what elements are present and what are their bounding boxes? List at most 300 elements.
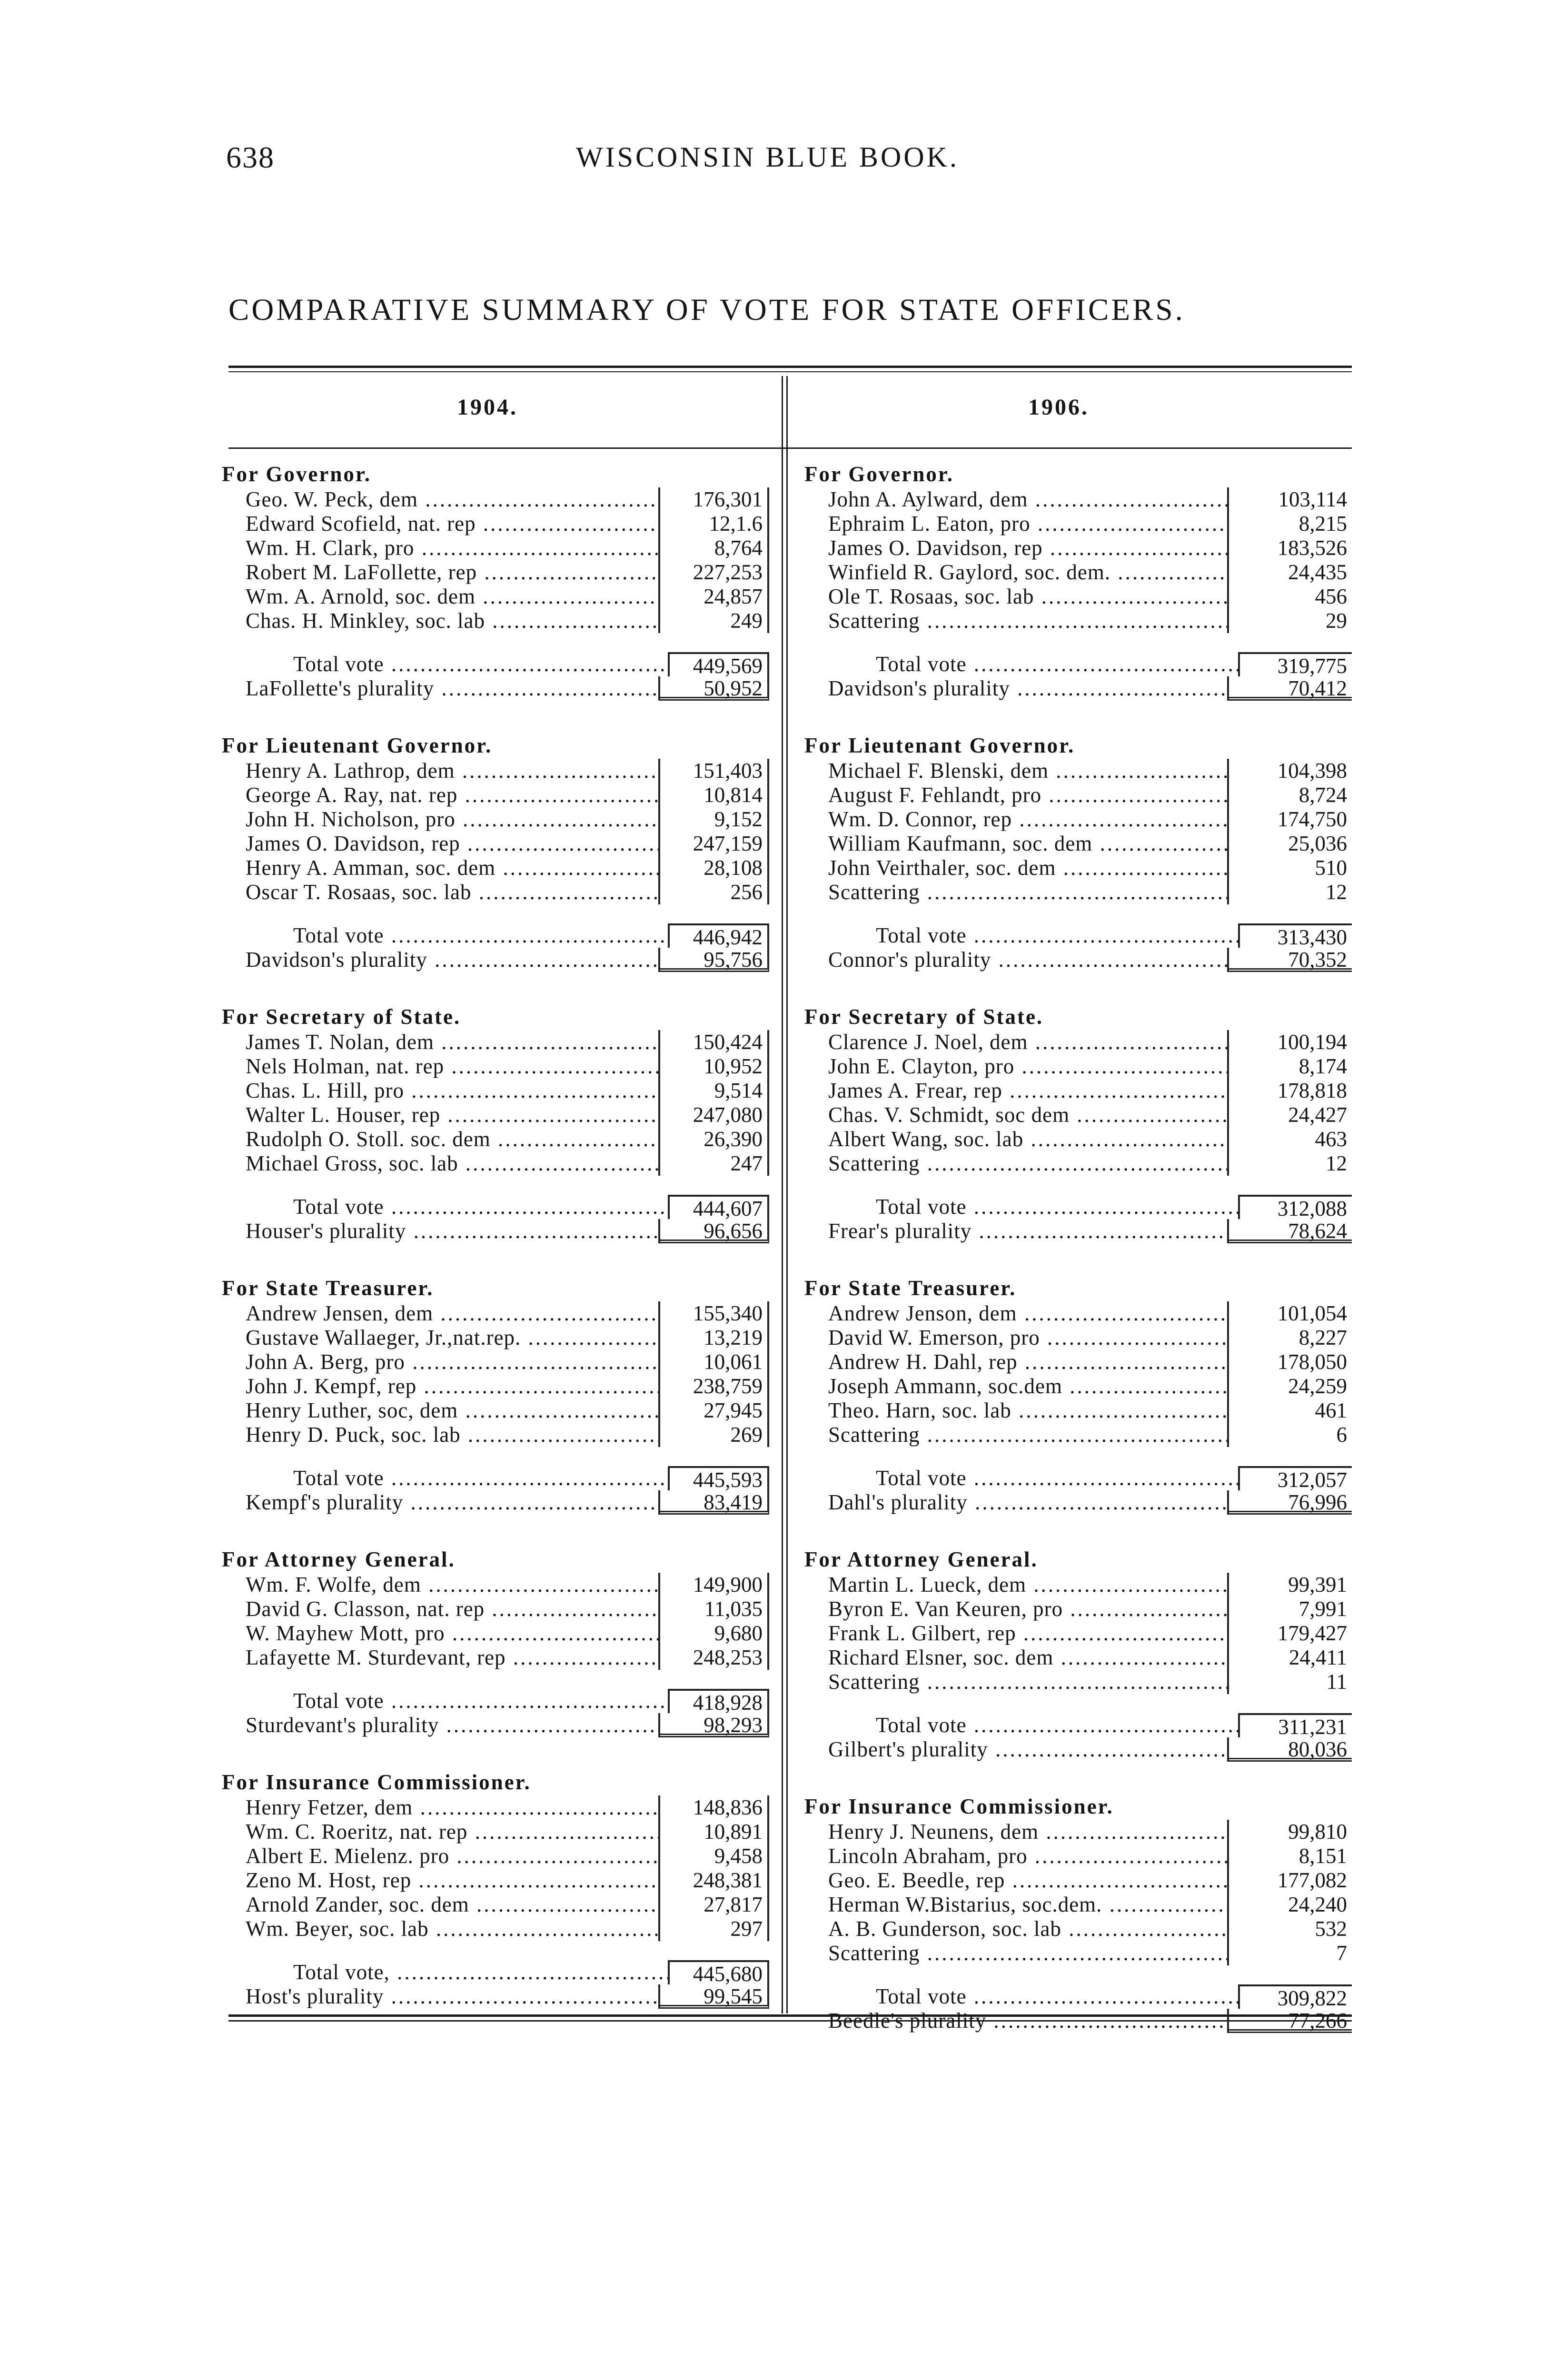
candidate-votes: 247: [660, 1151, 769, 1176]
candidate-votes: 100,194: [1277, 1030, 1347, 1054]
candidate-name: Nels Holman, nat. rep .....: [222, 1054, 660, 1079]
table-row: [804, 609, 1352, 633]
candidate-name: Andrew H. Dahl, rep .....: [804, 1350, 1229, 1374]
table-row: [804, 1326, 1352, 1350]
office-heading: For Attorney General.: [222, 1547, 456, 1571]
candidate-votes: 176,301: [660, 487, 769, 512]
candidate-votes: 12: [1326, 1151, 1347, 1175]
candidate-votes: 149,900: [660, 1573, 769, 1597]
plurality-value: 70,352: [1229, 948, 1352, 972]
table-row: [804, 1737, 1352, 1762]
table-row: [222, 1466, 769, 1490]
office-block: [804, 1546, 1352, 1793]
table-row: [804, 1868, 1352, 1893]
candidate-name: John J. Kempf, rep .....: [222, 1374, 660, 1398]
total-vote-value: 444,607: [670, 1195, 769, 1219]
table-row: [804, 1151, 1352, 1176]
candidate-name: Martin L. Lueck, dem .....: [804, 1573, 1229, 1597]
total-vote-label: Total vote .....: [222, 652, 670, 676]
table-row: [222, 1960, 769, 1984]
table-row: [804, 1054, 1352, 1079]
table-row: [804, 948, 1352, 972]
table-row: [804, 1301, 1352, 1326]
candidate-name: Henry A. Amman, soc. dem .....: [222, 856, 660, 880]
candidate-votes: 101,054: [1277, 1301, 1347, 1325]
table-row: [222, 856, 769, 880]
table-row: [222, 1795, 769, 1820]
table-row: [222, 1689, 769, 1713]
total-vote-value: 312,088: [1240, 1195, 1352, 1219]
table-row: [222, 1423, 769, 1447]
candidate-name: John A. Berg, pro .....: [222, 1350, 660, 1374]
candidate-name: Henry A. Lathrop, dem .....: [222, 759, 660, 783]
candidate-votes: 8,151: [1298, 1844, 1347, 1868]
table-row: [222, 1195, 769, 1219]
table-row: [804, 1984, 1352, 2009]
table-row: [222, 1917, 769, 1941]
total-vote-value: 445,593: [670, 1466, 769, 1490]
candidate-votes: 11,035: [660, 1597, 769, 1621]
candidate-votes: 247,159: [660, 832, 769, 856]
candidate-votes: 10,891: [660, 1820, 769, 1844]
total-vote-label: Total vote .....: [804, 923, 1240, 948]
candidate-name: Arnold Zander, soc. dem .....: [222, 1893, 660, 1917]
plurality-label: Dahl's plurality .....: [804, 1490, 1229, 1515]
candidate-name: Robert M. LaFollette, rep .....: [222, 560, 660, 585]
candidate-votes: 461: [1315, 1398, 1347, 1422]
candidate-votes: 8,764: [660, 536, 769, 560]
office-heading: For Insurance Commissioner.: [222, 1770, 531, 1794]
plurality-value: 98,293: [660, 1713, 769, 1737]
table-row: [804, 1490, 1352, 1515]
office-heading: For Insurance Commissioner.: [804, 1795, 1114, 1818]
candidate-votes: 179,427: [1277, 1621, 1347, 1645]
table-row: [222, 1350, 769, 1374]
candidate-name: John H. Nicholson, pro .....: [222, 807, 660, 832]
office-block: [222, 1275, 769, 1546]
candidate-votes: 9,514: [660, 1079, 769, 1103]
candidate-name: Ole T. Rosaas, soc. lab .....: [804, 585, 1229, 609]
plurality-label: Host's plurality .....: [222, 1984, 660, 2009]
table-row: [804, 676, 1352, 701]
candidate-votes: 24,427: [1288, 1103, 1347, 1127]
candidate-votes: 248,253: [660, 1646, 769, 1670]
table-row: [804, 856, 1352, 880]
candidate-name: Ephraim L. Eaton, pro .....: [804, 512, 1229, 536]
table-top-rule: [228, 366, 1352, 368]
total-vote-value: 449,569: [670, 652, 769, 676]
candidate-name: Lincoln Abraham, pro .....: [804, 1844, 1229, 1868]
candidate-votes: 7,991: [1298, 1597, 1347, 1621]
candidate-name: John Veirthaler, soc. dem .....: [804, 856, 1229, 880]
table-row: [804, 832, 1352, 856]
column-divider: [782, 376, 783, 2013]
office-heading: For Lieutenant Governor.: [804, 734, 1075, 757]
candidate-votes: 297: [660, 1917, 769, 1941]
candidate-votes: 27,817: [660, 1893, 769, 1917]
plurality-label: Davidson's plurality .....: [804, 676, 1229, 701]
candidate-name: Richard Elsner, soc. dem .....: [804, 1646, 1229, 1670]
table-row: [222, 1490, 769, 1515]
candidate-votes: 178,050: [1277, 1350, 1347, 1374]
plurality-label: Connor's plurality .....: [804, 948, 1229, 972]
candidate-votes: 104,398: [1277, 759, 1347, 783]
candidate-votes: 26,390: [660, 1127, 769, 1151]
table-row: [804, 1079, 1352, 1103]
office-block: [222, 1546, 769, 1769]
table-row: [222, 536, 769, 560]
candidate-votes: 9,680: [660, 1621, 769, 1646]
candidate-votes: 7: [1336, 1941, 1347, 1965]
table-row: [804, 1030, 1352, 1054]
candidate-votes: 8,215: [1298, 512, 1347, 536]
candidate-name: Walter L. Houser, rep .....: [222, 1103, 660, 1127]
candidate-votes: 24,435: [1288, 560, 1347, 584]
candidate-name: Wm. H. Clark, pro .....: [222, 536, 660, 560]
header-separator-rule: [228, 447, 1352, 449]
candidate-name: Wm. C. Roeritz, nat. rep .....: [222, 1820, 660, 1844]
table-row: [804, 560, 1352, 585]
year-heading-1906: 1906.: [1028, 395, 1089, 420]
running-head: WISCONSIN BLUE BOOK.: [576, 141, 959, 173]
candidate-name: W. Mayhew Mott, pro .....: [222, 1621, 660, 1646]
table-row: [222, 759, 769, 783]
table-row: [804, 1423, 1352, 1447]
candidate-name: Geo. W. Peck, dem .....: [222, 487, 660, 512]
candidate-votes: 11: [1326, 1670, 1347, 1694]
table-row: [804, 1917, 1352, 1941]
candidate-votes: 24,857: [660, 585, 769, 609]
page-title: COMPARATIVE SUMMARY OF VOTE FOR STATE OFFICERS.: [228, 293, 1185, 327]
candidate-name: Albert E. Mielenz. pro .....: [222, 1844, 660, 1868]
table-row: [804, 487, 1352, 512]
candidate-votes: 532: [1315, 1917, 1347, 1941]
total-vote-value: 445,680: [670, 1960, 769, 1984]
candidate-name: Rudolph O. Stoll. soc. dem .....: [222, 1127, 660, 1151]
table-row: [222, 1301, 769, 1326]
candidate-name: Scattering .....: [804, 1941, 1229, 1965]
plurality-label: Sturdevant's plurality .....: [222, 1713, 660, 1737]
candidate-votes: 8,227: [1298, 1326, 1347, 1349]
plurality-label: Beedle's plurality .....: [804, 2009, 1229, 2033]
plurality-value: 99,545: [660, 1984, 769, 2009]
candidate-name: Byron E. Van Keuren, pro .....: [804, 1597, 1229, 1621]
candidate-votes: 178,818: [1277, 1079, 1347, 1102]
candidate-votes: 28,108: [660, 856, 769, 880]
table-row: [804, 1844, 1352, 1868]
office-block: [804, 1793, 1352, 2064]
candidate-name: John E. Clayton, pro .....: [804, 1054, 1229, 1079]
candidate-name: Gustave Wallaeger, Jr.,nat.rep. .....: [222, 1326, 660, 1350]
candidate-name: Scattering .....: [804, 1423, 1229, 1447]
table-row: [804, 652, 1352, 676]
table-row: [804, 536, 1352, 560]
office-heading: For Governor.: [222, 462, 371, 486]
candidate-votes: 24,259: [1288, 1374, 1347, 1398]
candidate-votes: 29: [1326, 609, 1347, 633]
candidate-votes: 13,219: [660, 1326, 769, 1350]
table-row: [804, 1713, 1352, 1737]
candidate-votes: 463: [1315, 1127, 1347, 1151]
candidate-votes: 177,082: [1277, 1868, 1347, 1892]
table-row: [804, 783, 1352, 807]
candidate-votes: 249: [660, 609, 769, 633]
plurality-value: 76,996: [1229, 1490, 1352, 1515]
candidate-name: John A. Aylward, dem .....: [804, 487, 1229, 512]
table-row: [222, 560, 769, 585]
total-vote-value: 418,928: [670, 1689, 769, 1713]
candidate-name: Zeno M. Host, rep .....: [222, 1868, 660, 1893]
candidate-votes: 9,152: [660, 807, 769, 832]
table-row: [804, 1127, 1352, 1151]
candidate-name: Henry D. Puck, soc. lab .....: [222, 1423, 660, 1447]
table-row: [222, 652, 769, 676]
candidate-name: James O. Davidson, rep .....: [804, 536, 1229, 560]
candidate-name: James O. Davidson, rep .....: [222, 832, 660, 856]
candidate-name: Scattering .....: [804, 1151, 1229, 1176]
candidate-name: Herman W.Bistarius, soc.dem. .....: [804, 1893, 1229, 1917]
table-row: [804, 880, 1352, 904]
candidate-name: Scattering .....: [804, 609, 1229, 633]
candidate-name: Lafayette M. Sturdevant, rep .....: [222, 1646, 660, 1670]
plurality-value: 96,656: [660, 1219, 769, 1243]
candidate-name: Scattering .....: [804, 880, 1229, 904]
table-row: [222, 1326, 769, 1350]
candidate-votes: 10,952: [660, 1054, 769, 1079]
candidate-name: Edward Scofield, nat. rep .....: [222, 512, 660, 536]
candidate-votes: 247,080: [660, 1103, 769, 1127]
table-row: [222, 1030, 769, 1054]
table-row: [222, 1127, 769, 1151]
table-row: [222, 1713, 769, 1737]
total-vote-value: 309,822: [1240, 1984, 1352, 2009]
table-row: [804, 1621, 1352, 1646]
candidate-name: Wm. F. Wolfe, dem .....: [222, 1573, 660, 1597]
office-heading: For Secretary of State.: [804, 1005, 1044, 1029]
total-vote-value: 319,775: [1240, 652, 1352, 676]
plurality-value: 77,266: [1229, 2009, 1352, 2033]
candidate-votes: 10,061: [660, 1350, 769, 1374]
table-row: [222, 880, 769, 904]
plurality-value: 80,036: [1229, 1737, 1352, 1762]
table-row: [222, 948, 769, 972]
total-vote-label: Total vote .....: [804, 652, 1240, 676]
table-row: [222, 832, 769, 856]
table-row: [222, 1646, 769, 1670]
plurality-value: 95,756: [660, 948, 769, 972]
candidate-name: Wm. Beyer, soc. lab .....: [222, 1917, 660, 1941]
plurality-value: 70,412: [1229, 676, 1352, 701]
total-vote-value: 312,057: [1240, 1466, 1352, 1490]
table-row: [804, 2009, 1352, 2033]
total-vote-label: Total vote .....: [804, 1195, 1240, 1219]
table-row: [804, 1820, 1352, 1844]
candidate-name: Albert Wang, soc. lab .....: [804, 1127, 1229, 1151]
table-top-rule-thin: [228, 371, 1352, 372]
office-block: [222, 1769, 769, 2040]
office-block: [804, 1275, 1352, 1546]
candidate-votes: 12: [1326, 880, 1347, 904]
candidate-name: Henry Luther, soc, dem .....: [222, 1398, 660, 1423]
plurality-label: Kempf's plurality .....: [222, 1490, 660, 1515]
candidate-votes: 9,458: [660, 1844, 769, 1868]
table-row: [222, 1054, 769, 1079]
candidate-name: Winfield R. Gaylord, soc. dem. .....: [804, 560, 1229, 585]
candidate-votes: 6: [1336, 1423, 1347, 1447]
candidate-name: Joseph Ammann, soc.dem .....: [804, 1374, 1229, 1398]
column-divider-2: [786, 376, 788, 2013]
table-row: [804, 1195, 1352, 1219]
office-heading: For Attorney General.: [804, 1547, 1038, 1571]
table-row: [222, 1844, 769, 1868]
table-row: [222, 1893, 769, 1917]
total-vote-label: Total vote .....: [222, 1466, 670, 1490]
table-row: [222, 1374, 769, 1398]
candidate-votes: 174,750: [1277, 807, 1347, 831]
column-1906: [804, 461, 1352, 2064]
office-heading: For Governor.: [804, 462, 954, 486]
office-block: [222, 461, 769, 732]
candidate-votes: 148,836: [660, 1795, 769, 1820]
candidate-votes: 10,814: [660, 783, 769, 807]
plurality-label: Davidson's plurality .....: [222, 948, 660, 972]
column-1904: [222, 461, 769, 2040]
candidate-votes: 103,114: [1278, 487, 1347, 511]
table-row: [804, 585, 1352, 609]
table-row: [804, 1219, 1352, 1243]
office-block: [804, 732, 1352, 1003]
table-row: [222, 1079, 769, 1103]
table-row: [804, 1573, 1352, 1597]
candidate-votes: 510: [1315, 856, 1347, 880]
office-heading: For Lieutenant Governor.: [222, 734, 493, 757]
total-vote-label: Total vote .....: [222, 923, 670, 948]
plurality-label: Houser's plurality .....: [222, 1219, 660, 1243]
candidate-votes: 248,381: [660, 1868, 769, 1893]
candidate-votes: 256: [660, 880, 769, 904]
table-row: [222, 923, 769, 948]
candidate-name: David G. Classon, nat. rep .....: [222, 1597, 660, 1621]
table-row: [222, 1984, 769, 2009]
table-row: [222, 676, 769, 701]
table-row: [222, 1597, 769, 1621]
candidate-name: Chas. H. Minkley, soc. lab .....: [222, 609, 660, 633]
table-row: [222, 487, 769, 512]
table-row: [222, 585, 769, 609]
candidate-name: Chas. V. Schmidt, soc dem .....: [804, 1103, 1229, 1127]
table-row: [222, 1621, 769, 1646]
total-vote-label: Total vote .....: [804, 1984, 1240, 2009]
page-number: 638: [226, 140, 275, 174]
table-row: [222, 1151, 769, 1176]
candidate-name: Frank L. Gilbert, rep .....: [804, 1621, 1229, 1646]
candidate-name: Michael F. Blenski, dem .....: [804, 759, 1229, 783]
total-vote-value: 446,942: [670, 923, 769, 948]
total-vote-value: 313,430: [1240, 923, 1352, 948]
table-row: [222, 1868, 769, 1893]
candidate-votes: 150,424: [660, 1030, 769, 1054]
candidate-votes: 25,036: [1288, 832, 1347, 855]
candidate-votes: 24,411: [1288, 1646, 1347, 1669]
candidate-votes: 99,810: [1288, 1820, 1347, 1844]
table-row: [804, 1466, 1352, 1490]
year-heading-1904: 1904.: [457, 395, 518, 420]
table-row: [804, 1350, 1352, 1374]
table-row: [222, 1398, 769, 1423]
candidate-name: Geo. E. Beedle, rep .....: [804, 1868, 1229, 1893]
candidate-name: August F. Fehlandt, pro .....: [804, 783, 1229, 807]
total-vote-value: 311,231: [1240, 1713, 1352, 1737]
total-vote-label: Total vote .....: [804, 1466, 1240, 1490]
candidate-votes: 183,526: [1277, 536, 1347, 560]
table-row: [804, 759, 1352, 783]
candidate-name: A. B. Gunderson, soc. lab .....: [804, 1917, 1229, 1941]
table-row: [222, 807, 769, 832]
total-vote-label: Total vote .....: [222, 1689, 670, 1713]
candidate-name: David W. Emerson, pro .....: [804, 1326, 1229, 1350]
candidate-votes: 456: [1315, 585, 1347, 608]
plurality-value: 50,952: [660, 676, 769, 701]
plurality-label: LaFollette's plurality .....: [222, 676, 660, 701]
candidate-votes: 99,391: [1288, 1573, 1347, 1597]
candidate-name: Clarence J. Noel, dem .....: [804, 1030, 1229, 1054]
table-row: [222, 1103, 769, 1127]
candidate-votes: 24,240: [1288, 1893, 1347, 1916]
plurality-value: 78,624: [1229, 1219, 1352, 1243]
candidate-name: James T. Nolan, dem .....: [222, 1030, 660, 1054]
table-row: [804, 512, 1352, 536]
candidate-name: Henry J. Neunens, dem .....: [804, 1820, 1229, 1844]
candidate-votes: 8,724: [1298, 783, 1347, 807]
plurality-label: Gilbert's plurality .....: [804, 1737, 1229, 1762]
candidate-name: William Kaufmann, soc. dem .....: [804, 832, 1229, 856]
candidate-votes: 8,174: [1298, 1054, 1347, 1078]
table-row: [222, 609, 769, 633]
table-row: [222, 1219, 769, 1243]
table-row: [804, 1374, 1352, 1398]
candidate-votes: 227,253: [660, 560, 769, 585]
table-row: [222, 1573, 769, 1597]
candidate-name: George A. Ray, nat. rep .....: [222, 783, 660, 807]
candidate-name: Theo. Harn, soc. lab .....: [804, 1398, 1229, 1423]
candidate-name: Wm. A. Arnold, soc. dem .....: [222, 585, 660, 609]
candidate-votes: 12,1.6: [660, 512, 769, 536]
table-row: [804, 1103, 1352, 1127]
candidate-name: Henry Fetzer, dem .....: [222, 1795, 660, 1820]
candidate-name: Oscar T. Rosaas, soc. lab .....: [222, 880, 660, 904]
candidate-name: Scattering .....: [804, 1670, 1229, 1694]
table-row: [222, 512, 769, 536]
table-row: [222, 1820, 769, 1844]
plurality-value: 83,419: [660, 1490, 769, 1515]
candidate-votes: 27,945: [660, 1398, 769, 1423]
table-row: [804, 1670, 1352, 1694]
candidate-name: Michael Gross, soc. lab .....: [222, 1151, 660, 1176]
candidate-name: Andrew Jenson, dem .....: [804, 1301, 1229, 1326]
candidate-name: Wm. D. Connor, rep .....: [804, 807, 1229, 832]
table-row: [222, 783, 769, 807]
office-block: [804, 1003, 1352, 1275]
candidate-name: James A. Frear, rep .....: [804, 1079, 1229, 1103]
candidate-name: Chas. L. Hill, pro .....: [222, 1079, 660, 1103]
total-vote-label: Total vote .....: [804, 1713, 1240, 1737]
office-block: [222, 732, 769, 1003]
table-row: [804, 923, 1352, 948]
total-vote-label: Total vote, .....: [222, 1960, 670, 1984]
total-vote-label: Total vote .....: [222, 1195, 670, 1219]
table-row: [804, 1646, 1352, 1670]
office-block: [222, 1003, 769, 1275]
